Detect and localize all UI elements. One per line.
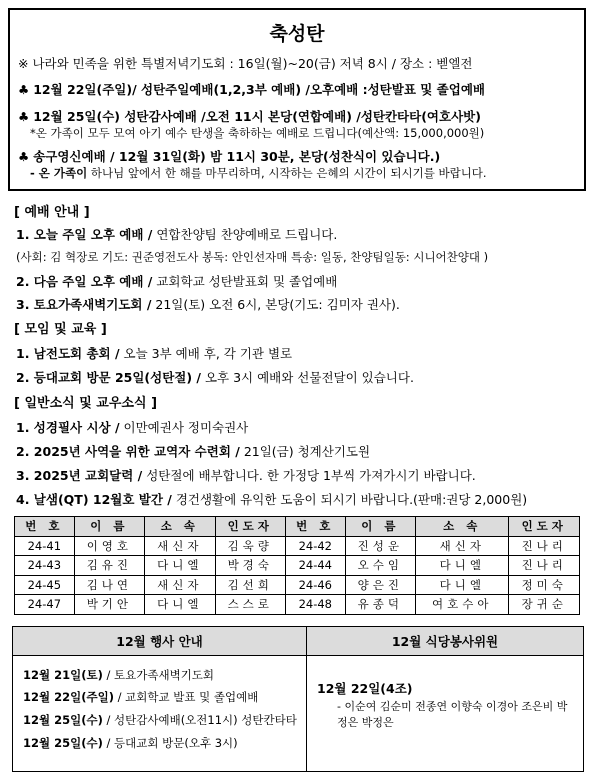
table-cell: 장귀순 [509,595,580,615]
bottom-panel [12,626,584,772]
table-cell: 다니엘 [145,556,215,576]
club-mark: ♣ [18,109,30,124]
table-cell: 정미숙 [509,575,580,595]
prayer-meeting-text: 나라와 민족을 위한 특별저녁기도회 : 16일(월)~20(금) 저녁 8시 / 장소 : 벧엘전 [32,56,473,71]
new-year-note [18,165,576,182]
worship-item: 2. 다음 주일 오후 예배 / 교회학교 성탄발표회 및 졸업예배 [16,274,338,289]
news-item: 1. 성경필사 시상 / 이만예권사 정미숙권사 [16,420,249,435]
table-cell: 24-44 [285,556,345,576]
news-item: 2. 2025년 사역을 위한 교역자 수련회 / 21일(금) 청계산기도원 [16,444,371,459]
news-heading: [ 일반소식 및 교우소식 ] [14,396,158,411]
event-item: 12월 21일(토) / 토요가족새벽기도회 [23,668,215,682]
meal-service-heading: 12월 식당봉사위원 [307,627,583,656]
table-cell: 다니엘 [416,556,509,576]
column-header: 인도자 [215,517,285,537]
table-cell: 24-48 [285,595,345,615]
table-cell: 24-43 [15,556,75,576]
table-cell: 김유진 [74,556,144,576]
table-cell: 새신자 [145,575,215,595]
table-cell: 진성운 [345,536,415,556]
christmas-notice-box [8,8,586,191]
christmas-sunday-text: 12월 22일(주일)/ 성탄주일예배(1,2,3부 예배) /오후예배 :성탄발표 및 졸업예배 [33,82,485,97]
table-cell: 다니엘 [416,575,509,595]
table-cell: 24-47 [15,595,75,615]
table-cell: 다니엘 [145,595,215,615]
new-year-line [18,148,576,165]
christmas-day-note: *온 가족이 모두 모여 아기 예수 탄생을 축하하는 예배로 드립니다(예산액: 15,000,000원) [30,126,485,140]
column-header: 이 름 [74,517,144,537]
table-header-row [15,517,580,537]
column-header: 번 호 [285,517,345,537]
table-cell: 진나리 [509,536,580,556]
meal-service-panel [307,627,583,771]
table-cell: 김나연 [74,575,144,595]
new-members-table [14,516,580,615]
prayer-meeting-line [18,55,576,72]
event-item: 12월 25일(수) / 등대교회 방문(오후 3시) [23,736,238,750]
table-cell: 김욱량 [215,536,285,556]
table-cell: 새신자 [145,536,215,556]
table-cell: 새신자 [416,536,509,556]
table-cell: 진나리 [509,556,580,576]
column-header: 번 호 [15,517,75,537]
table-cell: 24-41 [15,536,75,556]
event-item: 12월 22일(주일) / 교회학교 발표 및 졸업예배 [23,690,259,704]
worship-item: 3. 토요가족새벽기도회 / 21일(토) 오전 6시, 본당(기도: 김미자 권사). [16,297,400,312]
meal-service-names: - 이순여 김순미 전종연 이향숙 이경아 조은비 박정은 박정은 [337,700,568,729]
table-row [15,575,580,595]
column-header: 소 속 [416,517,509,537]
table-cell: 24-46 [285,575,345,595]
christmas-title: 축성탄 [269,23,325,45]
table-cell: 박경숙 [215,556,285,576]
new-year-note-text: 하나님 앞에서 한 해를 마무리하며, 시작하는 은혜의 시간이 되시기를 바랍니다. [90,166,487,180]
meetings-heading: [ 모임 및 교육 ] [14,322,107,337]
worship-item: (사회: 김 혁장로 기도: 권준영전도사 봉독: 안인선자매 특송: 일동, 찬양팀일동: 시니어찬양대 ) [16,250,489,264]
table-cell: 24-45 [15,575,75,595]
note-mark: ※ [18,56,29,71]
table-cell: 김선희 [215,575,285,595]
table-row [15,556,580,576]
meetings-item: 2. 등대교회 방문 25일(성탄절) / 오후 3시 예배와 선물전달이 있습니다. [16,370,414,385]
table-cell: 여호수아 [416,595,509,615]
table-cell: 박기안 [74,595,144,615]
news-item: 4. 날샘(QT) 12월호 발간 / 경건생활에 유익한 도움이 되시기 바랍니다.(판매:권당 2,000원) [16,492,528,507]
column-header: 인도자 [509,517,580,537]
meal-service-date: 12월 22일(4조) [317,681,413,696]
christmas-day-line [18,108,576,125]
events-panel [13,627,307,771]
event-item: 12월 25일(수) / 성탄감사예배(오전11시) 성탄칸타타 [23,713,297,727]
worship-item: 1. 오늘 주일 오후 예배 / 연합찬양팀 찬양예배로 드립니다. [16,227,338,242]
table-cell: 스스로 [215,595,285,615]
christmas-sunday-line [18,81,576,98]
table-row [15,595,580,615]
meetings-item: 1. 남전도회 총회 / 오늘 3부 예배 후, 각 기관 별로 [16,346,293,361]
table-row [15,536,580,556]
table-cell: 오수임 [345,556,415,576]
column-header: 이 름 [345,517,415,537]
events-heading: 12월 행사 안내 [13,627,306,656]
table-cell: 24-42 [285,536,345,556]
club-mark: ♣ [18,82,30,97]
christmas-day-text: 12월 25일(수) 성탄감사예배 /오전 11시 본당(연합예배) /성탄칸타타(여호사밧) [33,109,481,124]
news-item: 3. 2025년 교회달력 / 성탄절에 배부합니다. 한 가정당 1부씩 가져가시기 바랍니다. [16,468,476,483]
new-year-note-lead: - 온 가족이 [30,166,88,180]
table-cell: 이영호 [74,536,144,556]
new-year-text: 송구영신예배 / 12월 31일(화) 밤 11시 30분, 본당(성찬식이 있습니다.) [33,149,441,164]
table-cell: 유종덕 [345,595,415,615]
club-mark: ♣ [18,149,30,164]
worship-heading: [ 예배 안내 ] [14,205,90,220]
table-cell: 양은진 [345,575,415,595]
column-header: 소 속 [145,517,215,537]
